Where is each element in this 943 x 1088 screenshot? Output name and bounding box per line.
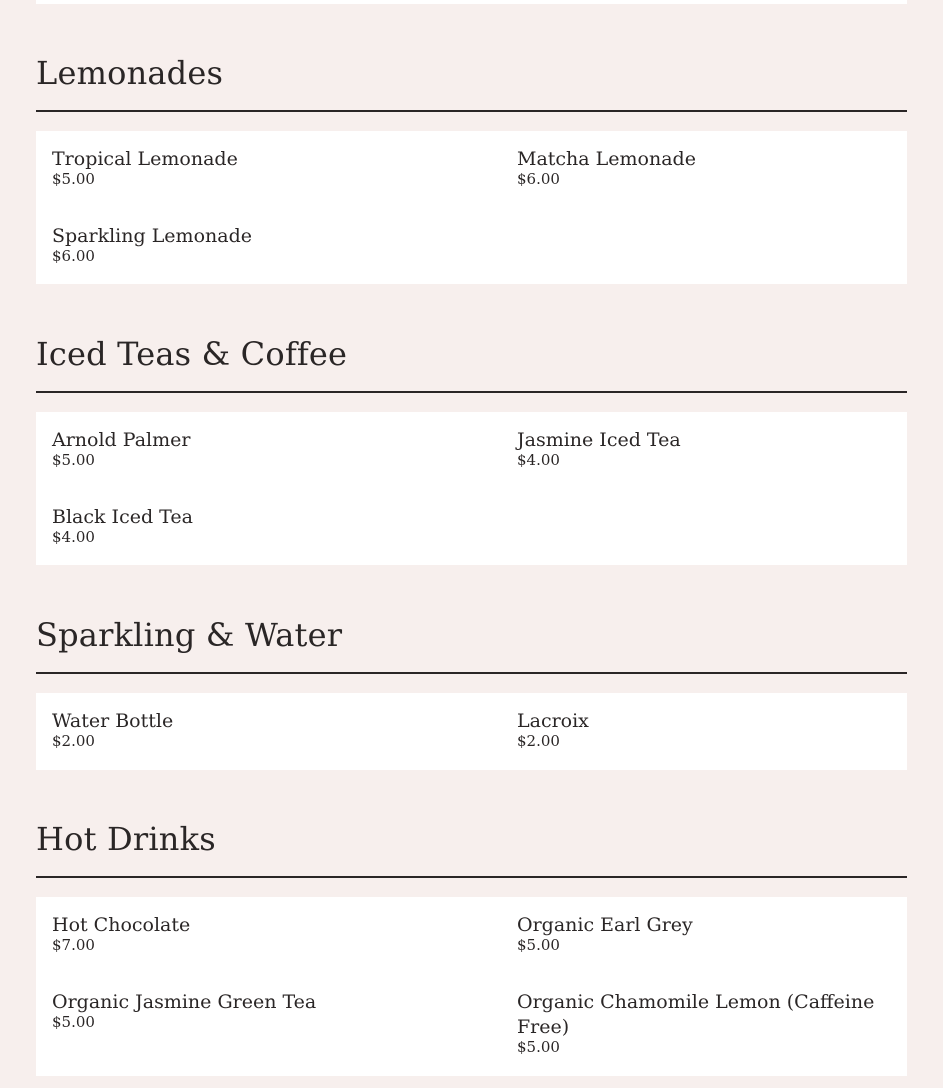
menu-items-card [36,897,907,1076]
menu-item[interactable] [52,147,492,189]
section-divider [36,110,907,112]
item-price: $5.00 [52,170,95,188]
item-name: Organic Chamomile Lemon (Caffeine Free) [517,991,875,1038]
menu-item[interactable] [52,913,492,955]
item-name: Matcha Lemonade [517,148,696,170]
item-price: $5.00 [52,1013,95,1031]
section-title: Iced Teas & Coffee [36,335,348,373]
menu-item[interactable] [52,505,492,547]
item-price: $6.00 [517,170,560,188]
item-name: Sparkling Lemonade [52,225,252,247]
section-title: Hot Drinks [36,820,216,858]
item-name: Tropical Lemonade [52,148,238,170]
section-divider [36,391,907,393]
menu-item[interactable] [517,709,887,751]
menu-items-card [36,412,907,565]
item-name: Black Iced Tea [52,506,193,528]
item-price: $5.00 [52,451,95,469]
menu-item[interactable] [52,428,492,470]
menu-item[interactable] [517,990,887,1057]
menu-items-card [36,131,907,284]
item-price: $2.00 [517,732,560,750]
section-title: Sparkling & Water [36,616,343,654]
item-name: Lacroix [517,710,589,732]
item-name: Water Bottle [52,710,174,732]
item-name: Jasmine Iced Tea [517,429,681,451]
item-price: $4.00 [52,528,95,546]
item-name: Hot Chocolate [52,914,191,936]
menu-section-lemonades [36,53,907,265]
previous-section-card [36,0,907,4]
item-name: Arnold Palmer [52,429,191,451]
menu-section-sparkling-water [36,615,907,750]
section-title: Lemonades [36,54,224,92]
item-price: $6.00 [52,247,95,265]
menu-item[interactable] [517,147,887,189]
item-name: Organic Earl Grey [517,914,693,936]
item-price: $4.00 [517,451,560,469]
menu-section-iced-teas-coffee [36,334,907,546]
menu-item[interactable] [52,709,492,751]
menu-item[interactable] [52,224,492,266]
menu-item[interactable] [517,913,887,955]
item-price: $5.00 [517,936,560,954]
item-price: $2.00 [52,732,95,750]
section-divider [36,876,907,878]
menu-item[interactable] [517,428,887,470]
section-divider [36,672,907,674]
item-price: $5.00 [517,1038,560,1056]
menu-item[interactable] [52,990,492,1032]
menu-items-card [36,693,907,770]
menu-section-hot-drinks [36,819,907,1056]
item-price: $7.00 [52,936,95,954]
item-name: Organic Jasmine Green Tea [52,991,317,1013]
